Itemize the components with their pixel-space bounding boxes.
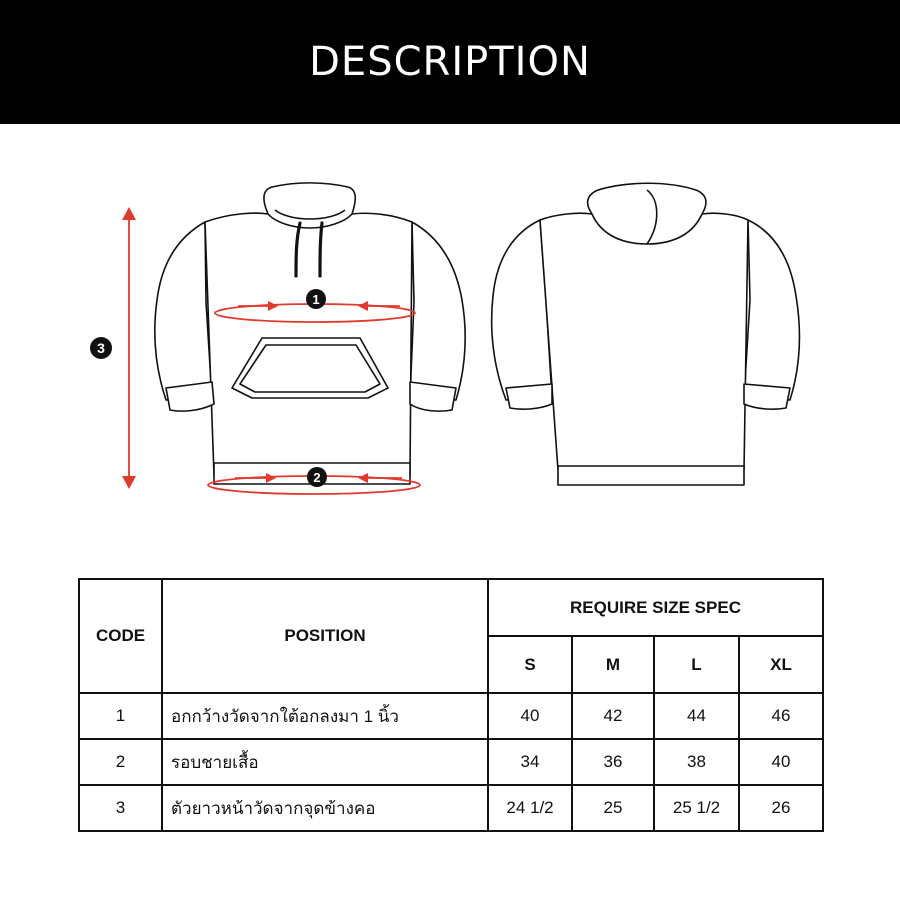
header-position: POSITION — [162, 579, 488, 693]
header-size-spec: REQUIRE SIZE SPEC — [488, 579, 823, 636]
row-position: อกกว้างวัดจากใต้อกลงมา 1 นิ้ว — [162, 693, 488, 739]
row-value-s: 34 — [488, 739, 572, 785]
svg-text:3: 3 — [97, 340, 105, 356]
size-spec-table — [78, 578, 824, 832]
table-row — [79, 693, 823, 739]
row-code: 1 — [79, 693, 162, 739]
garment-diagram — [0, 124, 900, 554]
row-value-m: 36 — [572, 739, 654, 785]
row-position: รอบชายเสื้อ — [162, 739, 488, 785]
row-position: ตัวยาวหน้าวัดจากจุดข้างคอ — [162, 785, 488, 831]
header-code: CODE — [79, 579, 162, 693]
row-value-xl: 40 — [739, 739, 823, 785]
back-hoodie-drawing — [492, 183, 800, 485]
marker-1 — [306, 289, 326, 309]
length-measurement — [122, 207, 136, 489]
row-code: 3 — [79, 785, 162, 831]
marker-2 — [307, 467, 327, 487]
row-value-s: 40 — [488, 693, 572, 739]
size-s: S — [488, 636, 572, 693]
svg-text:1: 1 — [312, 292, 320, 307]
row-value-l: 44 — [654, 693, 739, 739]
row-value-xl: 26 — [739, 785, 823, 831]
row-value-s: 24 1/2 — [488, 785, 572, 831]
page-title: DESCRIPTION — [309, 39, 591, 85]
row-value-l: 25 1/2 — [654, 785, 739, 831]
front-hoodie-drawing — [155, 183, 465, 484]
row-value-xl: 46 — [739, 693, 823, 739]
size-xl: XL — [739, 636, 823, 693]
size-m: M — [572, 636, 654, 693]
size-l: L — [654, 636, 739, 693]
marker-3 — [90, 337, 112, 359]
row-code: 2 — [79, 739, 162, 785]
row-value-m: 25 — [572, 785, 654, 831]
row-value-m: 42 — [572, 693, 654, 739]
row-value-l: 38 — [654, 739, 739, 785]
svg-text:2: 2 — [313, 470, 321, 485]
hoodie-illustration — [0, 124, 900, 554]
header-bar — [0, 0, 900, 124]
table-row — [79, 739, 823, 785]
table-row — [79, 785, 823, 831]
